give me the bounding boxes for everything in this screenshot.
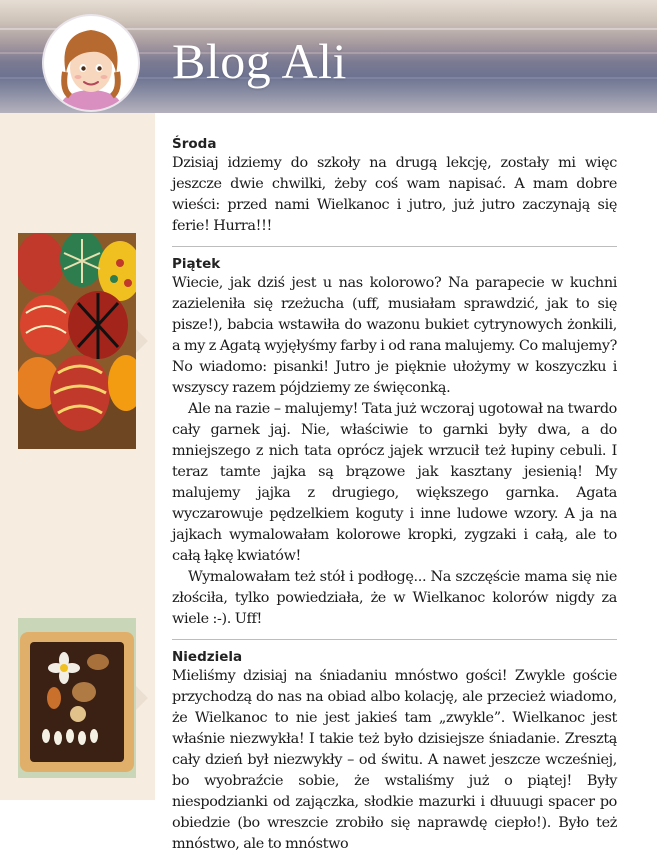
entry-divider [172, 246, 617, 247]
easter-eggs-image [18, 233, 136, 449]
entry-paragraph: Wymalowałam też stół i podłogę... Na szczęście mama się nie złościła, tylko powiedziała, że w Wielkanoc kolorów nigdy za wiele :-). Uff! [172, 569, 617, 627]
entry-day-title: Środa [172, 136, 217, 152]
entry-paragraph: Dzisiaj idziemy do szkoły na drugą lekcję, zostały mi więc jeszcze dwie chwilki, żeby coś wam napisać. A mam dobre wieści: przed nami Wielkanoc i jutro, już jutro zaczynają się ferie! Hurra!!! [172, 155, 617, 234]
entry-paragraph: Ale na razie – malujemy! Tata już wczoraj ugotował na twardo cały garnek jaj. Nie, właściwie to garnki były dwa, a do mniejszego z nich tata oprócz jajek wrzucił też łupiny cebuli. I teraz tamte jajka są brązowe jak kasztany jesienią! My malujemy jajka z drugiego, większego garnka. Agata wyczarowuje pędzelkiem koguty i inne ludowe wzory. A ja na jajkach wymalowałam kolorowe kropki, zygzaki i całą, ale to całą łąkę kwiatów! [172, 401, 617, 564]
entry-paragraph: Mieliśmy dzisiaj na śniadaniu mnóstwo gości! Zwykle goście przychodzą do nas na obiad albo kolację, ale przecież wiadomo, że Wielkanoc to nie jest jakieś tam „zwykle”. Wielkanoc jest właśnie niezwykła! I takie też było dzisiejsze śniadanie. Zresztą cały dzień był niezwykły – od świtu. A nawet jeszcze wcześniej, bo wyobraźcie sobie, że wstaliśmy już o piątej! Były niespodzianki od zajączka, słodkie mazurki i dłuuugi spacer po obiedzie (bo wreszcie zrobiło się naprawdę ciepło!). Było też mnóstwo, ale to mnóstwo [172, 668, 617, 852]
blog-content [172, 135, 617, 855]
entry-niedziela [172, 648, 617, 855]
blog-header [0, 0, 657, 113]
photo-arrow [136, 686, 148, 710]
entry-divider [172, 639, 617, 640]
entry-day-title: Niedziela [172, 649, 243, 665]
entry-piatek [172, 255, 617, 630]
entry-paragraph: Wiecie, jak dziś jest u nas kolorowo? Na parapecie w kuchni zazieleniła się rzeżucha (uff, musiałam sprawdzić, jak to się pisze!), babcia wstawiła do wazonu bukiet cytrynowych żonkili, a my z Agatą wyjęłyśmy farby i od rana malujemy. Co malujemy? No wiadomo: pisanki! Jutro je pięknie ułożymy w koszyczku i wszyscy razem pójdziemy ze święconką. [172, 275, 617, 396]
girl-avatar-icon [44, 16, 138, 110]
mazurek-cake-photo [18, 618, 136, 778]
blog-title: Blog Ali [172, 33, 347, 89]
entry-day-title: Piątek [172, 256, 221, 272]
avatar [44, 16, 138, 110]
entry-sroda [172, 135, 617, 237]
mazurek-cake-image [18, 618, 136, 778]
photo-arrow [136, 329, 148, 353]
easter-eggs-photo [18, 233, 136, 449]
